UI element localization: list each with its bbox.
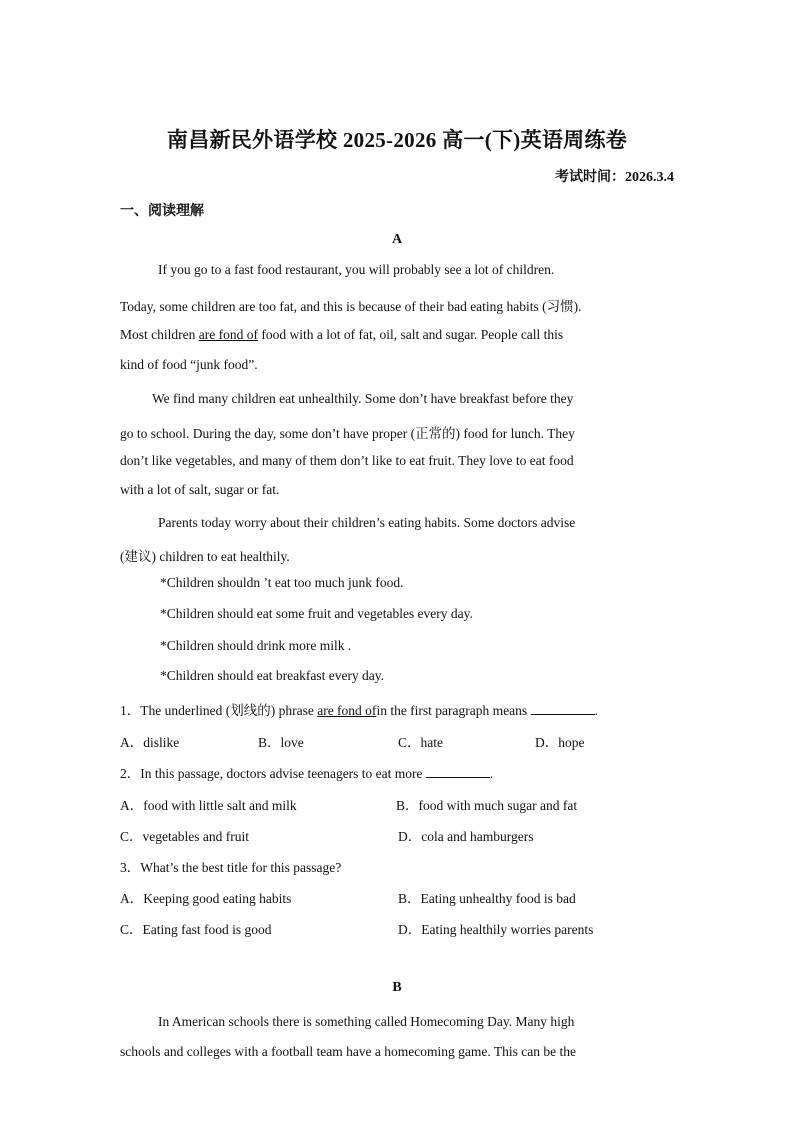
- question-stem: 3．What’s the best title for this passage?: [120, 860, 342, 875]
- text-segment: Most children: [120, 327, 199, 342]
- answer-option: D．hope: [535, 735, 585, 750]
- passage-a-line: [120, 327, 563, 343]
- question-stem: [120, 762, 493, 782]
- section-heading: 一、阅读理解: [120, 204, 204, 219]
- text-segment: .: [594, 703, 598, 718]
- exam-time: 考试时间：2026.3.4: [555, 170, 674, 185]
- passage-a-line: don’t like vegetables, and many of them don’t like to eat fruit. They love to eat food: [120, 453, 574, 468]
- passage-a-line: Today, some children are too fat, and this is because of their bad eating habits (习惯).: [120, 299, 582, 314]
- passage-a-line: kind of food “junk food”.: [120, 357, 258, 372]
- passage-a-line: go to school. During the day, some don’t have proper (正常的) food for lunch. They: [120, 426, 575, 441]
- page-title: 南昌新民外语学校 2025-2026 高一(下)英语周练卷: [166, 128, 628, 152]
- answer-option: D．Eating healthily worries parents: [398, 922, 594, 937]
- text-segment: 1．The underlined (划线的) phrase: [120, 703, 318, 718]
- passage-a-line: If you go to a fast food restaurant, you will probably see a lot of children.: [158, 262, 555, 277]
- text-segment: in the first paragraph means: [376, 703, 531, 718]
- text-segment: .: [489, 766, 494, 781]
- answer-option: B．love: [258, 735, 304, 750]
- answer-option: A．food with little salt and milk: [120, 798, 297, 813]
- passage-a-line: (建议) children to eat healthily.: [120, 549, 290, 564]
- advice-bullet: *Children should drink more milk .: [160, 638, 352, 653]
- answer-option: A．Keeping good eating habits: [120, 891, 292, 906]
- underlined-phrase: are fond of: [317, 703, 377, 718]
- text-segment: 2．In this passage, doctors advise teenagers to eat more: [120, 766, 426, 781]
- answer-option: C．Eating fast food is good: [120, 922, 272, 937]
- passage-a-line: Parents today worry about their children’s eating habits. Some doctors advise: [158, 515, 576, 530]
- passage-a-line: with a lot of salt, sugar or fat.: [120, 482, 280, 497]
- text-segment: food with a lot of fat, oil, salt and sugar. People call this: [257, 327, 564, 342]
- advice-bullet: *Children shouldn ’t eat too much junk food.: [160, 575, 404, 590]
- answer-blank: [426, 765, 490, 778]
- passage-b-line: In American schools there is something called Homecoming Day. Many high: [158, 1014, 575, 1029]
- passage-a-label: A: [391, 232, 403, 247]
- question-stem: [120, 699, 598, 719]
- underlined-phrase: are fond of: [198, 327, 258, 342]
- passage-a-line: We find many children eat unhealthily. Some don’t have breakfast before they: [152, 391, 574, 406]
- answer-option: C．vegetables and fruit: [120, 829, 249, 844]
- passage-b-line: schools and colleges with a football team have a homecoming game. This can be the: [120, 1044, 576, 1059]
- advice-bullet: *Children should eat breakfast every day.: [160, 668, 385, 683]
- answer-blank: [531, 702, 595, 715]
- answer-option: C．hate: [398, 735, 443, 750]
- passage-b-label: B: [392, 980, 402, 995]
- answer-option: B．Eating unhealthy food is bad: [398, 891, 576, 906]
- answer-option: D．cola and hamburgers: [398, 829, 534, 844]
- answer-option: B．food with much sugar and fat: [396, 798, 578, 813]
- advice-bullet: *Children should eat some fruit and vegetables every day.: [160, 606, 473, 621]
- answer-option: A．dislike: [120, 735, 180, 750]
